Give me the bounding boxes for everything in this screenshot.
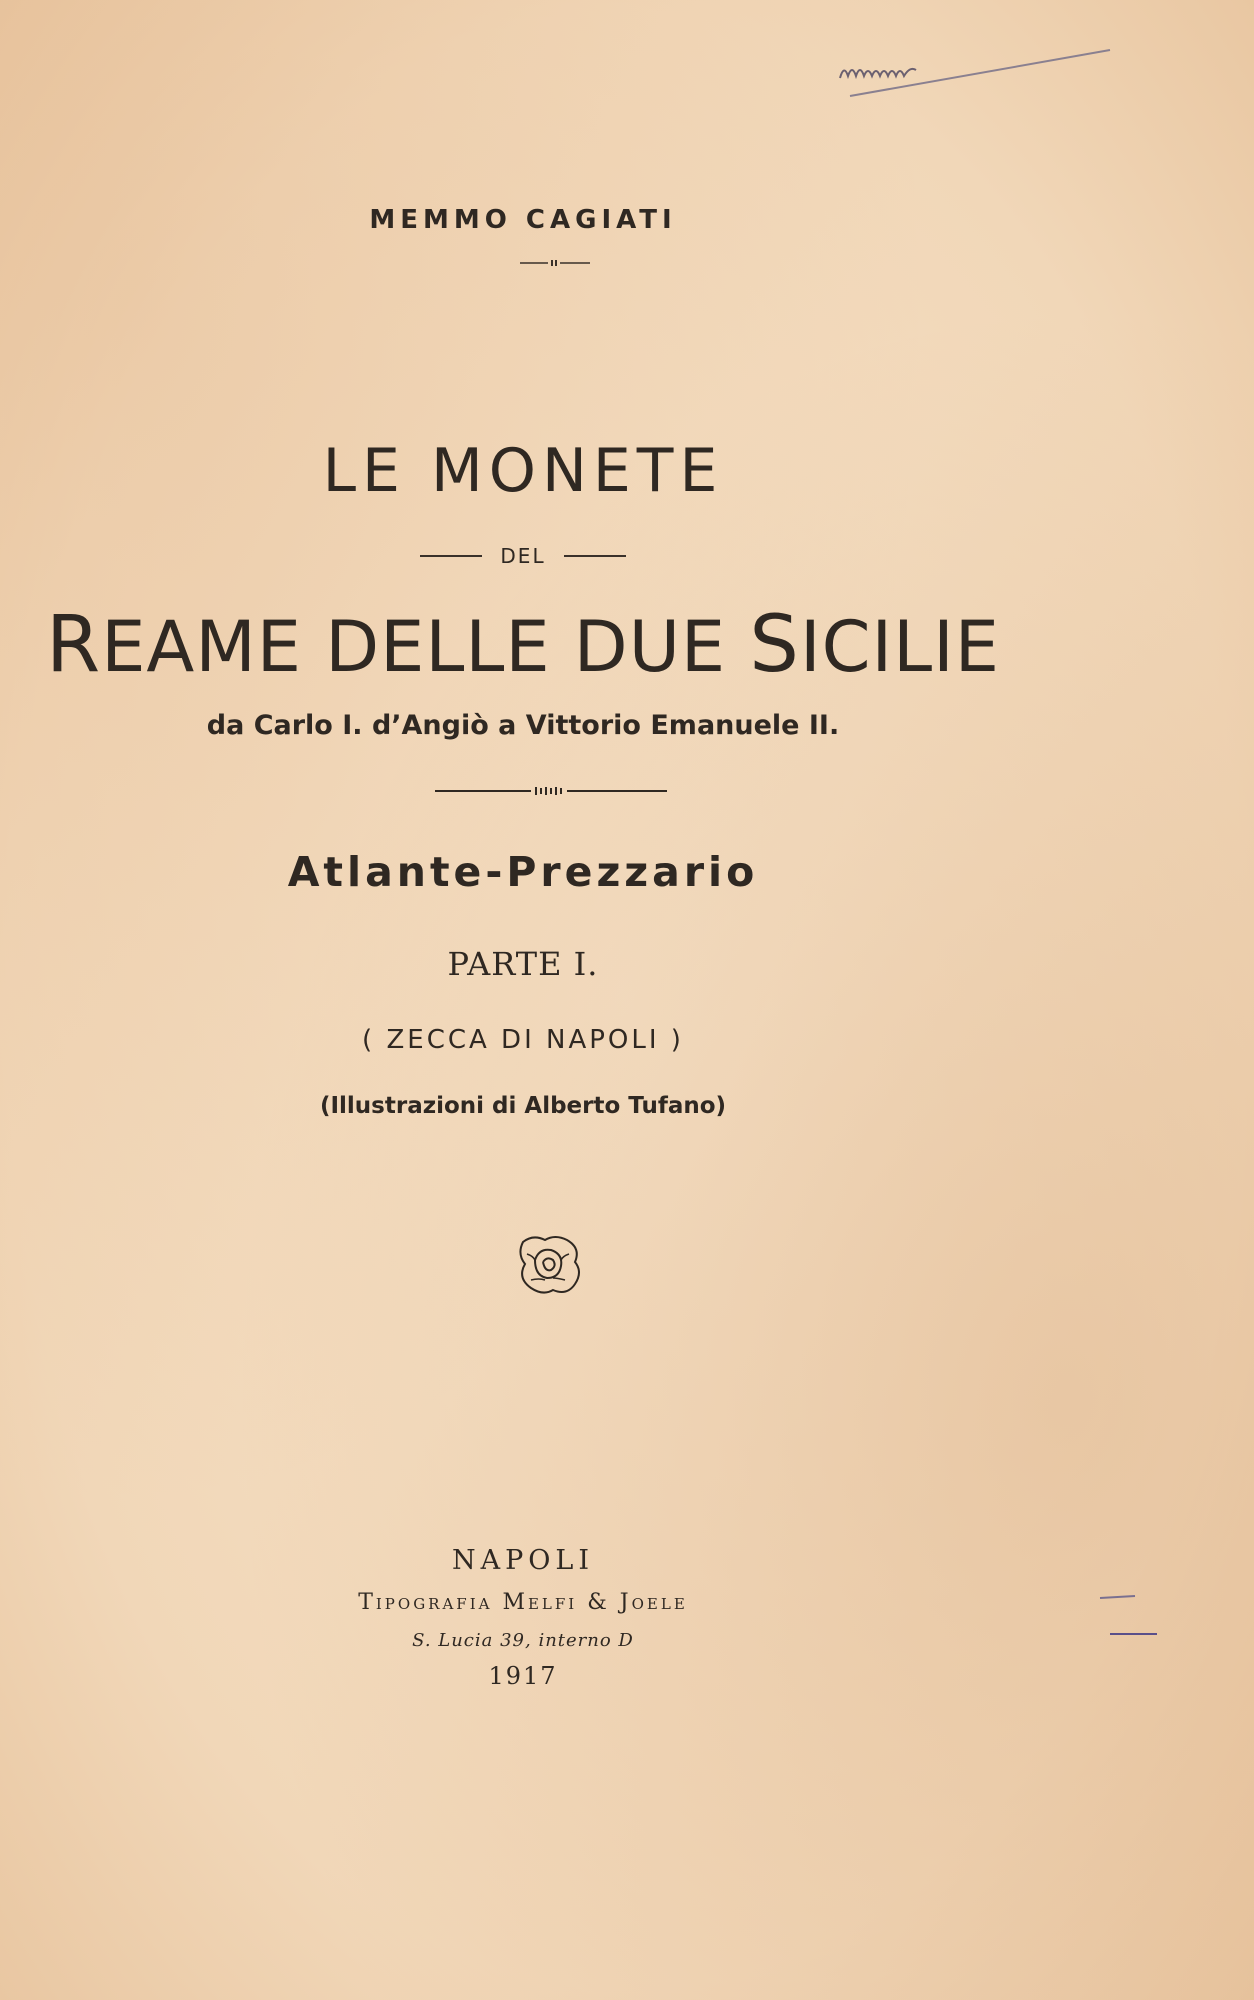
imprint-address: S. Lucia 39, interno D [412, 1630, 634, 1651]
ornamental-rule [435, 785, 667, 797]
imprint-year: 1917 [488, 1662, 558, 1690]
rose-icon [513, 1230, 583, 1300]
margin-ink-marks [1095, 1590, 1165, 1640]
title-part-2: ICILIE [799, 606, 1000, 688]
imprint-printer: Tipografia Melfi & Joele [358, 1590, 688, 1615]
title-initial-r: R [46, 600, 102, 690]
mint-label: ( ZECCA DI NAPOLI ) [362, 1025, 684, 1055]
title-line-1: LE MONETE [322, 436, 724, 506]
title-line-2 [0, 600, 1150, 690]
title-part-1: EAME DELLE DUE [101, 606, 750, 688]
work-title: Atlante-Prezzario [287, 848, 759, 896]
connector-word: DEL [500, 544, 546, 568]
connector-row [0, 544, 1150, 568]
connector-rule-left [420, 555, 482, 557]
imprint-city: NAPOLI [451, 1545, 595, 1576]
author-rule-ornament [520, 258, 590, 268]
part-label: PARTE I. [447, 945, 599, 983]
title-initial-s: S [749, 600, 800, 690]
illustrations-credit: (Illustrazioni di Alberto Tufano) [319, 1093, 727, 1119]
subtitle: da Carlo I. d’Angiò a Vittorio Emanuele II. [206, 710, 840, 741]
pencil-annotation [810, 30, 1140, 110]
connector-rule-right [564, 555, 626, 557]
author-name: MEMMO CAGIATI [369, 205, 677, 235]
